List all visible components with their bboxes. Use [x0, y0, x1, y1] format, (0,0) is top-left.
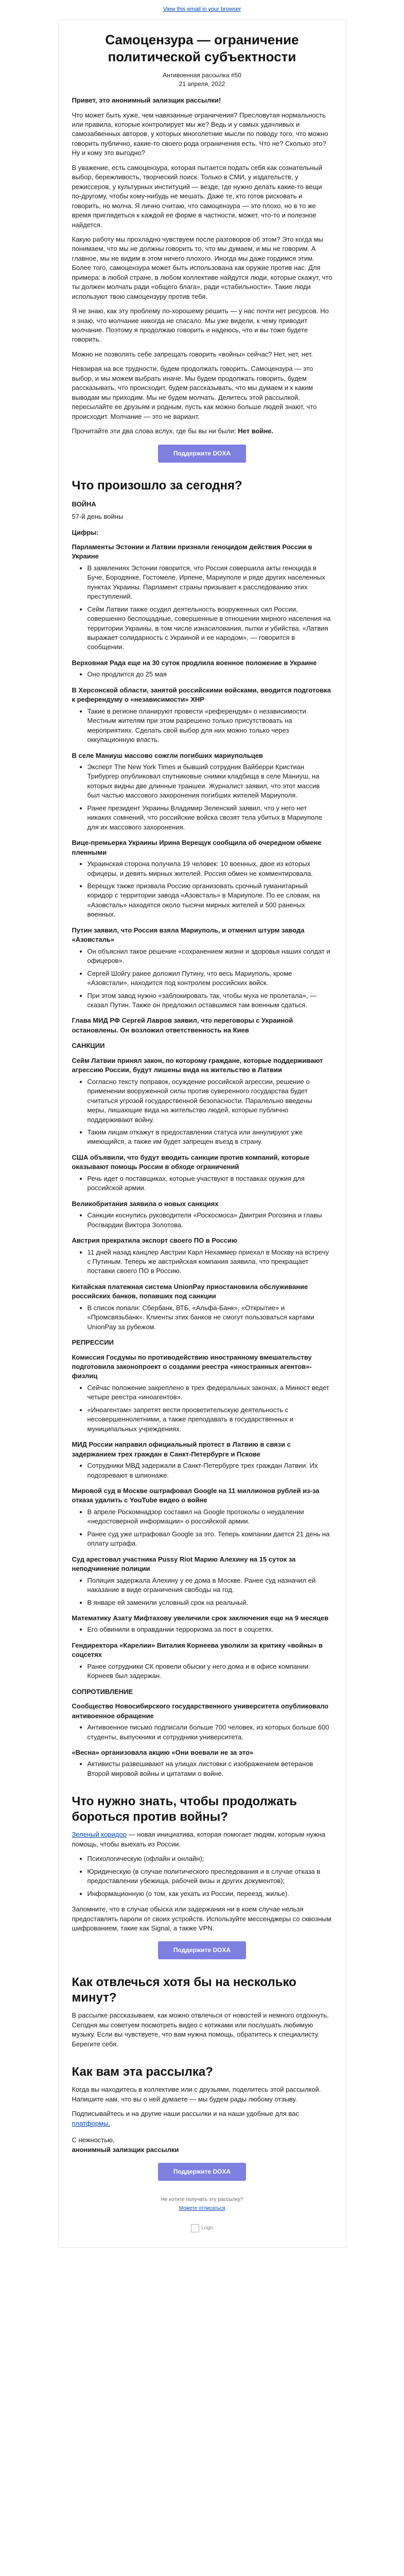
news-item-bullets	[72, 1248, 332, 1276]
news-item-lead: Верховная Рада еще на 30 суток продлила военное положение в Украине	[72, 658, 317, 667]
support-doxa-button-3[interactable]: Поддержите DOXA	[158, 2163, 246, 2181]
news-item-lead: Австрия прекратила экспорт своего ПО в Россию	[72, 1236, 238, 1245]
help-paragraph-2: Запомните, что в случае обыска или задержания ни в коем случае нельзя предоставлять пароли от своих устройств. Используйте мессенджеры со сквозным шифрованием, такие как Signal, а также VPN.	[72, 1905, 331, 1932]
news-bullet: • При этом завод нужно «заблокировать так, чтобы муха не пролетала», — сказал Путин. Также он предложил оставшимся там военным сдаться.	[87, 991, 332, 1010]
news-item-bullets	[72, 1303, 332, 1332]
help-bullet: • Психологическую (офлайн и онлайн);	[87, 1854, 332, 1863]
news-bullet: • В январе ей заменили условный срок на реальный.	[87, 1598, 332, 1607]
news-bullet: • Активисты развешивают на улицах листовки с изображением ветеранов Второй мировой войны и цитатами о войне.	[87, 1759, 332, 1778]
news-item-lead: Математику Азату Мифтахову увеличили срок заключения еще на 9 месяцев	[72, 1614, 329, 1622]
email-card	[58, 20, 346, 2248]
news-bullet: • 11 дней назад канцлер Австрии Карл Нехаммер приехал в Москву на встречу с Путиным. Теперь же австрийская компания заявила, что прекращает поставки своего ПО в Россию.	[87, 1248, 332, 1276]
news-bullet: • Ранее суд уже штрафовал Google за это. Теперь компании дается 21 день на оплату штрафа.	[87, 1530, 332, 1549]
help-bullet: • Информационную (о том, как уехать из России, переезд, жилье).	[87, 1889, 332, 1899]
email-frame	[58, 20, 346, 2248]
news-bullet: • Верещук также призвала Россию организовать срочный гуманитарный коридор с территории завода «Азовсталь» в Мариуполе. По ее словам, на «Азовсталь» находятся около тысячи мирных жителей и 500 раненых военных.	[87, 882, 332, 920]
news-bullet: • Антивоенное письмо подписали больше 700 человек, из которых больше 600 студенты, выпускники и сотрудники университета.	[87, 1723, 332, 1742]
news-item-bullets	[72, 1383, 332, 1434]
news-item-bullets	[72, 1759, 332, 1778]
help-paragraph	[72, 1830, 332, 1849]
platforms-paragraph	[72, 2109, 332, 2128]
news-heading: Что произошло за сегодня?	[72, 478, 242, 493]
unsubscribe-prompt: Не хотите получать эту рассылку?	[161, 2197, 243, 2203]
news-item-lead: «Весна» организовала акцию «Они воевали не за это»	[72, 1748, 254, 1756]
news-item-bullets	[72, 1723, 332, 1742]
news-item-bullets	[72, 1077, 332, 1147]
news-item-bullets	[72, 707, 332, 745]
feedback-paragraph: Когда вы находитесь в коллективе или с друзьями, поделитесь этой рассылкой. Напишите нам, что вы о ней думаете — мы будем рады любому отзыву.	[72, 2086, 321, 2103]
platforms-link[interactable]: платформы.	[72, 2119, 111, 2127]
newsletter-title: Самоцензура — ограничение политической субъектности	[105, 32, 299, 64]
help-heading: Что нужно знать, чтобы продолжать бороться против войны?	[72, 1794, 297, 1824]
news-item-lead: Сейм Латвии принял закон, по которому граждане, которые поддерживают агрессию России, будут лишены вида на жительство в Латвии	[72, 1056, 323, 1074]
news-bullet: • «Иноагентам» запретят вести просветительскую деятельность с несовершеннолетними, а также преподавать в государственных и муниципальных учреждениях.	[87, 1405, 332, 1434]
news-bullet: • В апреле Роскомнадзор составил на Google протоколы о неудалении «недостоверной информации» о российской армии.	[87, 1507, 332, 1527]
green-corridor-link[interactable]: Зеленый коридор	[72, 1831, 127, 1839]
news-item-lead: Вице-премьерка Украины Ирина Верещук сообщила об очередном обмене пленными	[72, 839, 322, 856]
news-item-lead: Глава МИД РФ Сергей Лавров заявил, что переговоры с Украиной остановлены. Он возложил ответственность на Киев	[72, 1016, 293, 1034]
news-bullet: • Санкции коснулись руководителя «Роскосмоса» Дмитрия Рогозина и главы Росгвардии Виктора Золотова.	[87, 1211, 332, 1230]
news-item-bullets	[72, 564, 332, 652]
view-in-browser-link[interactable]: View this email in your browser	[163, 6, 241, 12]
news-item-bullets	[72, 670, 332, 679]
news-item-lead: МИД России направил официальный протест в Латвию в связи с задержанием трех граждан в Санкт-Петербурге и Пскове	[72, 1440, 291, 1458]
news-item-bullets	[72, 859, 332, 920]
resistance-label: СОПРОТИВЛЕНИЕ	[72, 1687, 133, 1696]
logo	[187, 2219, 218, 2237]
news-item-lead: Гендиректора «Карелии» Виталия Корнеева уволили за критику «войны» в соцсетях	[72, 1641, 323, 1659]
resistance-list	[72, 1702, 332, 1778]
news-bullet: • Ранее президент Украины Владимир Зеленский заявил, что у него нет никаких сомнений, что российские войска свозят тела убитых в Мариуполе для их массового захоронения.	[87, 804, 332, 832]
news-item-lead: В селе Маниуш массово сожгли погибших мариупольцев	[72, 751, 263, 759]
repressions-label: РЕПРЕССИИ	[72, 1338, 114, 1347]
feedback-heading: Как вам эта рассылка?	[72, 2065, 213, 2079]
news-bullet: • Сергей Шойгу ранее доложил Путину, что весь Мариуполь, кроме «Азовстали», находится под контролем российских войск.	[87, 969, 332, 988]
news-bullet: • Такие в регионе планируют провести «референдум» о независимости. Местным жителям при этом разрешено только присутствовать на мероприятиях. Сделать свой выбор для них можно только через оккупационную власть.	[87, 707, 332, 745]
broken-image-icon	[191, 2224, 199, 2232]
footer	[72, 2196, 332, 2237]
distract-heading: Как отвлечься хотя бы на несколько минут?	[72, 1975, 296, 2005]
news-bullet: • В заявлениях Эстонии говорится, что Россия совершила акты геноцида в Буче, Бородянке, Гостомеле, Ирпене, Мариуполе и ряде других населенных пунктах Украины. Парламент страны призывает к расследованию этих преступлений.	[87, 564, 332, 602]
support-doxa-button[interactable]: Поддержите DOXA	[158, 445, 246, 463]
news-bullet: • Сейчас положение закреплено в трех федеральных законах, а Минюст ведет четыре реестра «иноагентов».	[87, 1383, 332, 1402]
news-bullet: • Эксперт The New York Times и бывший сотрудник Вайберри Кристиан Трибургер опубликовал спутниковые снимки кладбища в селе Маниуш, на которых видны две длинные траншеи. Журналист заявил, что этот массив был частью массового захоронения погибших жителей Мариуполя.	[87, 762, 332, 801]
intro-paragraph: Что может быть хуже, чем навязанные ограничения? Пресловутая нормальность или правила, которые контролирует мы же? Ведь и у самых удачливых и самозабвенных авторов, у которых многолетние мысли по поводу того, что можно говорить публично, какие-то своего рода ограничения есть. Что не? Сколько это? Ну и кому это выгодно?	[72, 111, 328, 157]
intro-paragraph: Можно не позволять себе запрещать говорить «войны» сейчас? Нет, нет, нет.	[72, 350, 313, 358]
help-text: — новая инициатива, которая помогает людям, которым нужна помощь, чтобы выехать из России.	[72, 1831, 326, 1848]
news-item-lead: Суд арестовал участника Pussy Riot Марию Алехину на 15 суток за неподчинение полиции	[72, 1555, 296, 1573]
news-item-lead: Великобритания заявила о новых санкциях	[72, 1199, 219, 1208]
logo-alt-text: Logo	[201, 2225, 213, 2231]
greeting: Привет, это анонимный зализщик рассылки!	[72, 96, 221, 105]
figures-label: Цифры:	[72, 528, 99, 536]
news-bullet: • Его обвинили в оправдании терроризма за пост в соцсетях.	[87, 1625, 332, 1634]
news-bullet: • В список попали: Сбербанк, ВТБ, «Альфа-Банк», «Открытие» и «Промсвязьбанк». Клиенты этих банков не смогут пользоваться картами UnionPay за рубежом.	[87, 1303, 332, 1332]
news-bullet: • Сейм Латвии также осудил деятельность вооруженных сил России, совершенно беспощадные, совершенные в отношении мирного населения на территории Украины, в том числе изнасилования, пытки и убийства. «Латвия выражает солидарность с Украиной и ее народом», — говорится в сообщении.	[87, 605, 332, 652]
war-news-list	[72, 543, 332, 1035]
news-item-lead: США объявили, что будут вводить санкции против компаний, которые оказывают помощь России в обходе ограничений	[72, 1153, 310, 1171]
news-bullet: • Сотрудники МВД задержали в Санкт-Петербурге трех граждан Латвии. Их подозревают в шпионаже.	[87, 1461, 332, 1480]
war-day: 57-й день войны	[72, 513, 124, 521]
signature: анонимный зализщик рассылки	[72, 2145, 179, 2154]
issue-number: Антивоенная рассылка #50	[163, 72, 241, 79]
closing-bold: Нет войне.	[238, 427, 274, 435]
news-item-bullets	[72, 1174, 332, 1193]
sanctions-list	[72, 1056, 332, 1332]
sanctions-label: САНКЦИИ	[72, 1042, 105, 1050]
intro-paragraph: Я не знаю, как эту проблему по-хорошему решить — у нас почти нет ресурсов. Но я знаю, что молчание никогда не спасало. Мы уже видели, к чему приводит молчание. Поэтому я продолжаю говорить и надеюсь, что и вы тоже будете говорить.	[72, 307, 329, 344]
news-bullet: • Таким лицам откажут в предоставлении статуса или аннулируют уже имеющийся, а также им будет запрещен въезд в страну.	[87, 1128, 332, 1147]
issue-date: 21 апреля, 2022	[179, 80, 225, 88]
signoff: С нежностью,	[72, 2136, 115, 2144]
intro-paragraph: Какую работу мы прохладно чувствуем после разговоров об этом? Это когда мы понимаем, что мы не должны говорить то, что мы думаем, и мы не говорим. А главное, мы не видим в этом ничего плохого. Иногда мы даже гордимся этим. Более того, самоцензура может быть использована как оружие против нас. Для примера: в любой стране, в любом коллективе найдутся люди, которые скажут, что ты должен молчать ради «общего блага», ради «стабильности». Такие люди используют твою самоцензуру против тебя.	[72, 235, 332, 300]
news-item-lead: Путин заявил, что Россия взяла Мариуполь, и отменил штурм завода «Азовсталь»	[72, 926, 305, 944]
intro-closing	[72, 427, 332, 436]
news-item-bullets	[72, 1507, 332, 1549]
news-item-bullets	[72, 762, 332, 832]
news-item-bullets	[72, 1662, 332, 1681]
closing-text: Прочитайте эти два слова вслух, где бы вы ни были:	[72, 427, 236, 435]
news-bullet: • Оно продлится до 25 мая	[87, 670, 332, 679]
news-item-lead: Парламенты Эстонии и Латвии признали геноцидом действия России в Украине	[72, 543, 312, 561]
unsubscribe-link[interactable]: Можете отписаться	[179, 2206, 225, 2212]
intro-paragraph: Невзирая на все трудности, будем продолжать говорить. Самоцензура — это выбор, и мы можем выбрать иначе. Мы будем продолжать говорить, будем рассказывать, что происходит, будем рассказывать, что мы думаем и к каким выводам мы приходим. Мы не будем молчать. Делитесь этой рассылкой, пересылайте ее друзьям и родным, пусть как можно больше людей знают, что происходит. Молчание — это не вариант.	[72, 365, 317, 420]
war-section-label: ВОЙНА	[72, 500, 96, 508]
news-item-lead: Мировой суд в Москве оштрафовал Google на 11 миллионов рублей из-за отказа удалить с YouTube видео о войне	[72, 1487, 320, 1504]
help-list	[72, 1854, 332, 1899]
distract-paragraph: В рассылке рассказываем, как можно отвлечься от новостей и немного отдохнуть. Сегодня мы советуем посмотреть видео с котиками или послушать любимую музыку. Если вы чувствуете, что вам нужна помощь, обратитесь к специалисту. Берегите себя.	[72, 2011, 329, 2048]
help-bullet: • Юридическую (в случае политического преследования и в случае отказа в предоставлении убежища, рабочей визы и других документов);	[87, 1867, 332, 1886]
news-item-lead: Китайская платежная система UnionPay приостановила обслуживание российских банков, попавших под санкции	[72, 1282, 308, 1300]
news-item-bullets	[72, 1576, 332, 1607]
news-bullet: • Ранее сотрудники СК провели обыски у него дома и в офисе компании. Корнеев был задержан.	[87, 1662, 332, 1681]
news-bullet: • Он объяснил такое решение «сохранением жизни и здоровья наших солдат и офицеров».	[87, 947, 332, 966]
news-item-bullets	[72, 947, 332, 1010]
news-item-lead: Сообщество Новосибирского государственного университета опубликовало антивоенное обращение	[72, 1702, 329, 1720]
news-item-lead: Комиссия Госдумы по противодействию иностранному вмешательству подготовила законопроект о создании реестра «иностранных агентов»-физлиц	[72, 1353, 312, 1380]
news-bullet: • Украинская сторона получила 19 человек: 10 военных, двое из которых офицеры, и девять мирных жителей. Россия обмен не комментировала.	[87, 859, 332, 878]
repressions-list	[72, 1353, 332, 1681]
platforms-text: Подписывайтесь и на другие наши рассылки и на наши удобные для вас	[72, 2110, 299, 2118]
news-bullet: • Полиция задержала Алехину у ее дома в Москве. Ранее суд назначил ей наказание в виде ограничения свободы на год.	[87, 1576, 332, 1595]
news-item-bullets	[72, 1211, 332, 1230]
news-bullet: • Согласно тексту поправок, осуждение российской агрессии, решение о применении вооруженной силы против суверенного государства будет считаться угрозой государственной безопасности. Паралельно введены меры, лишающие вида на жительство людей, которые публично поддерживают войну.	[87, 1077, 332, 1125]
intro-paragraph: В уважение, есть самоцензура, которая пытается подать себя как сознательный выбор, бережливость, творческий поиск. Только в СМИ, у издательств, у режиссеров, у культурных институций — везде, где нужно делать какие-то вещи по-другому, чтобы кому-нибудь не мешать. Даже те, кто готов рисковать и говорить, но молча. Я лично считаю, что самоцензура — это плохо, но в то же время приглядеться к каждой ее форме в частности, может, что-то и полезное найдется.	[72, 163, 323, 229]
news-item-bullets	[72, 1461, 332, 1480]
news-bullet: • Речь идет о поставщиках, которые участвуют в поставках оружия для российской армии.	[87, 1174, 332, 1193]
news-item-lead: В Херсонской области, занятой российскими войсками, вводится подготовка к референдуму о «независимости» ХНР	[72, 686, 331, 704]
news-item-bullets	[72, 1625, 332, 1634]
support-doxa-button-2[interactable]: Поддержите DOXA	[158, 1941, 246, 1959]
